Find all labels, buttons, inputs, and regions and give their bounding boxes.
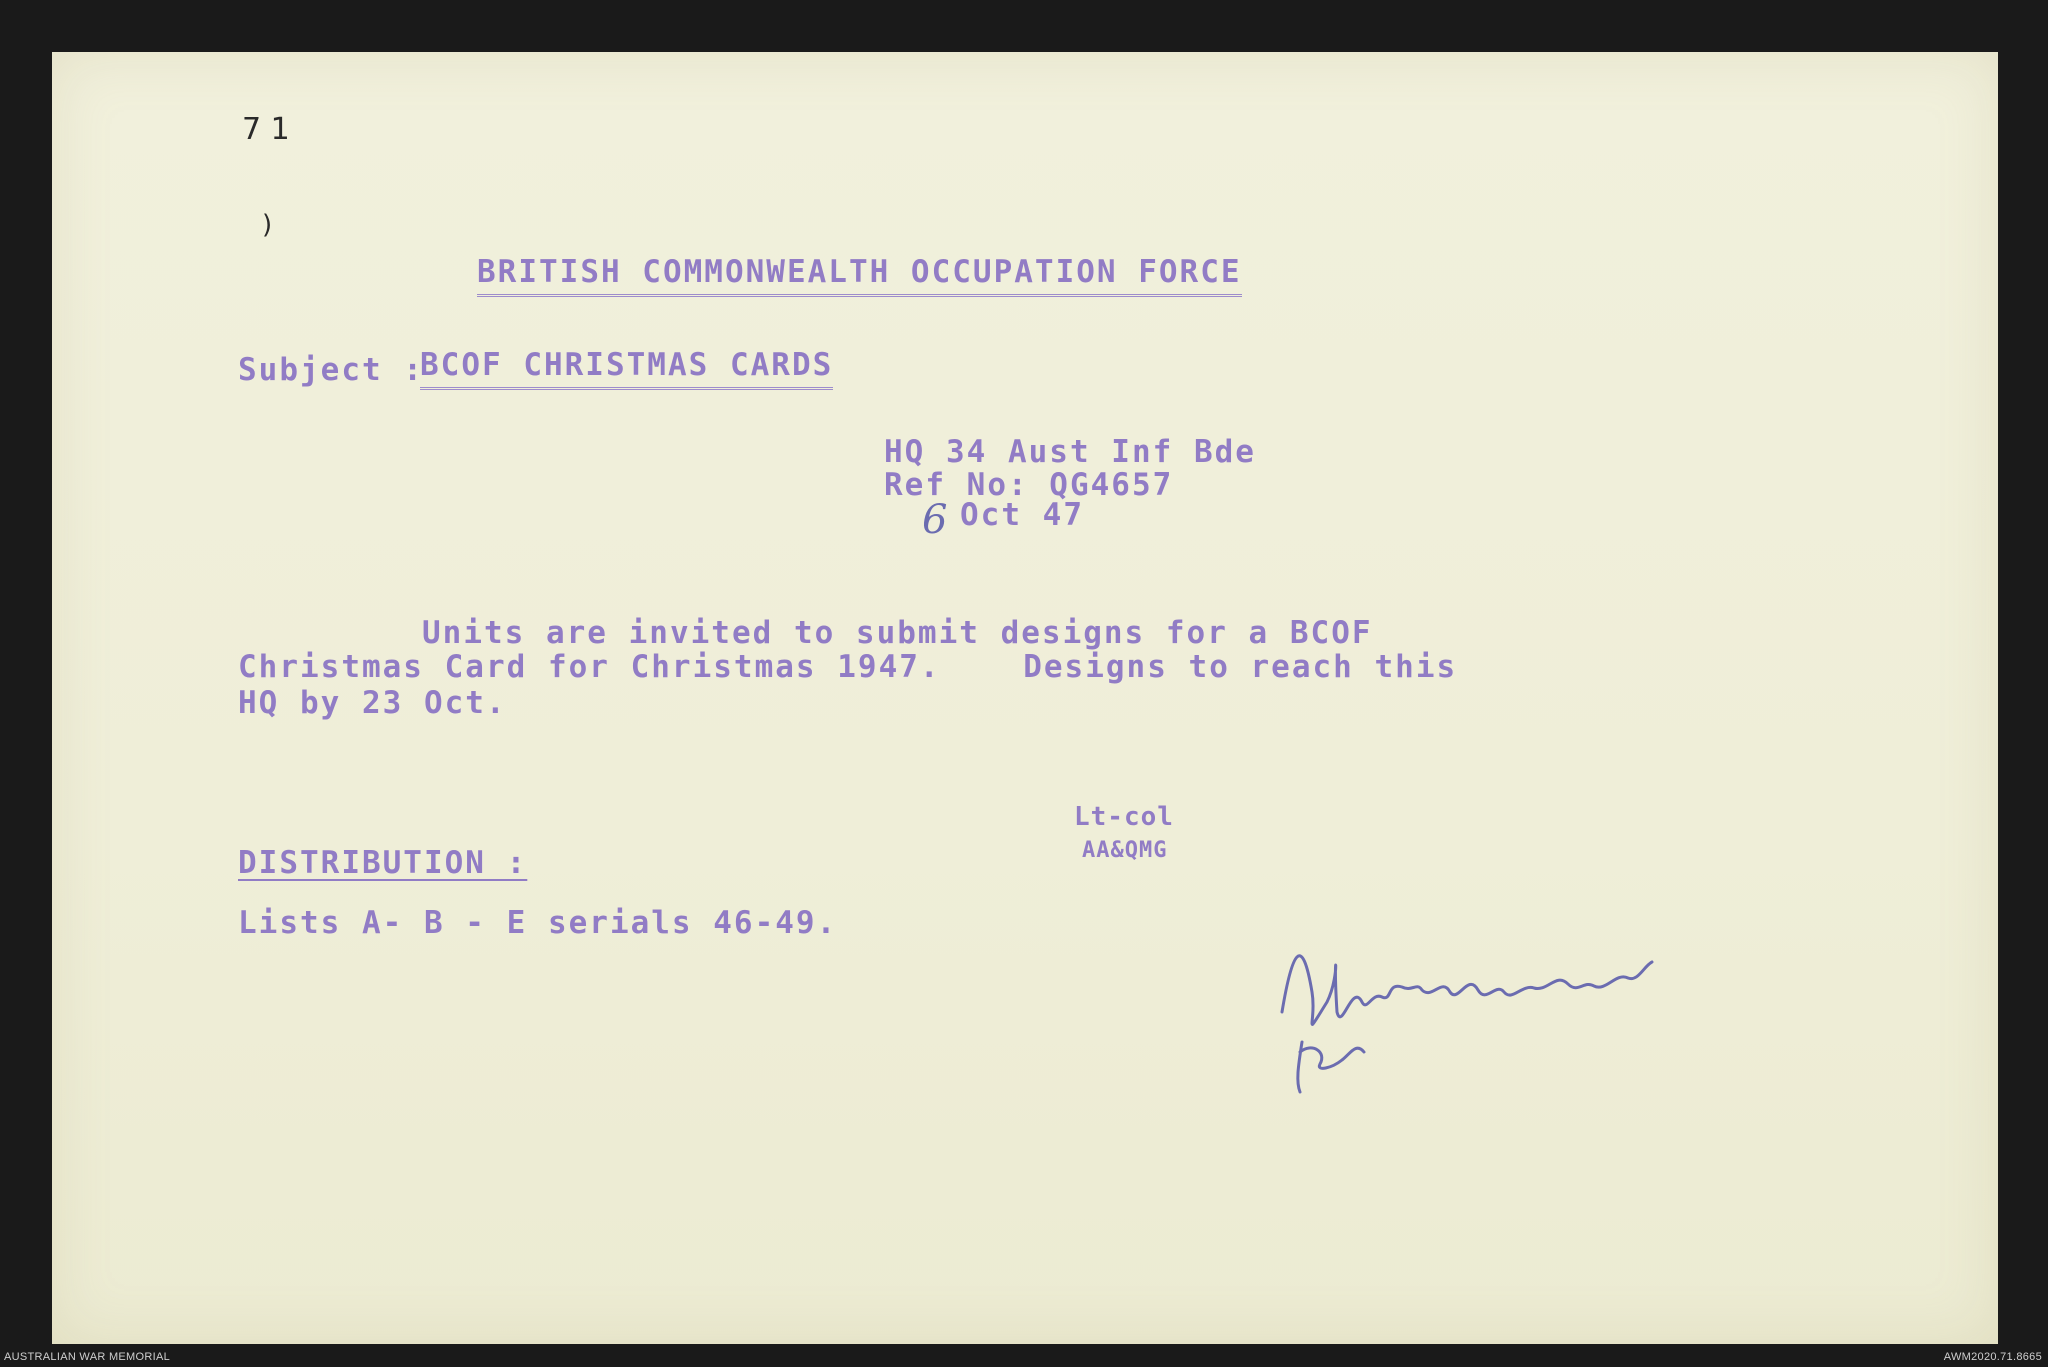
signatory-appointment: AA&QMG [1082,838,1168,863]
reference-number: Ref No: QG4657 [884,467,1174,503]
date-day-handwritten: 6 [922,497,948,543]
pencil-mark: 7 1 [242,112,290,147]
distribution-list: Lists A- B - E serials 46-49. [238,905,838,941]
body-line-2: Christmas Card for Christmas 1947. Designs to reach this [238,649,1458,685]
body-line-3: HQ by 23 Oct. [238,685,507,721]
body-line-1: Units are invited to submit designs for a BCOF [422,615,1373,651]
pencil-tick: ) [262,210,273,240]
handwritten-signature [1272,892,1692,1112]
document-sheet [52,52,1998,1344]
document-heading: BRITISH COMMONWEALTH OCCUPATION FORCE [477,257,1242,297]
hq-line: HQ 34 Aust Inf Bde [884,434,1256,470]
signatory-rank: Lt-col [1074,802,1174,832]
archive-accession-number: AWM2020.71.8665 [1943,1351,2042,1363]
date-month-year: Oct 47 [960,497,1084,533]
subject-value: BCOF CHRISTMAS CARDS [420,350,833,390]
subject-label: Subject : [238,352,424,388]
distribution-label: DISTRIBUTION : [238,845,528,881]
archive-caption: AUSTRALIAN WAR MEMORIAL [4,1351,171,1363]
